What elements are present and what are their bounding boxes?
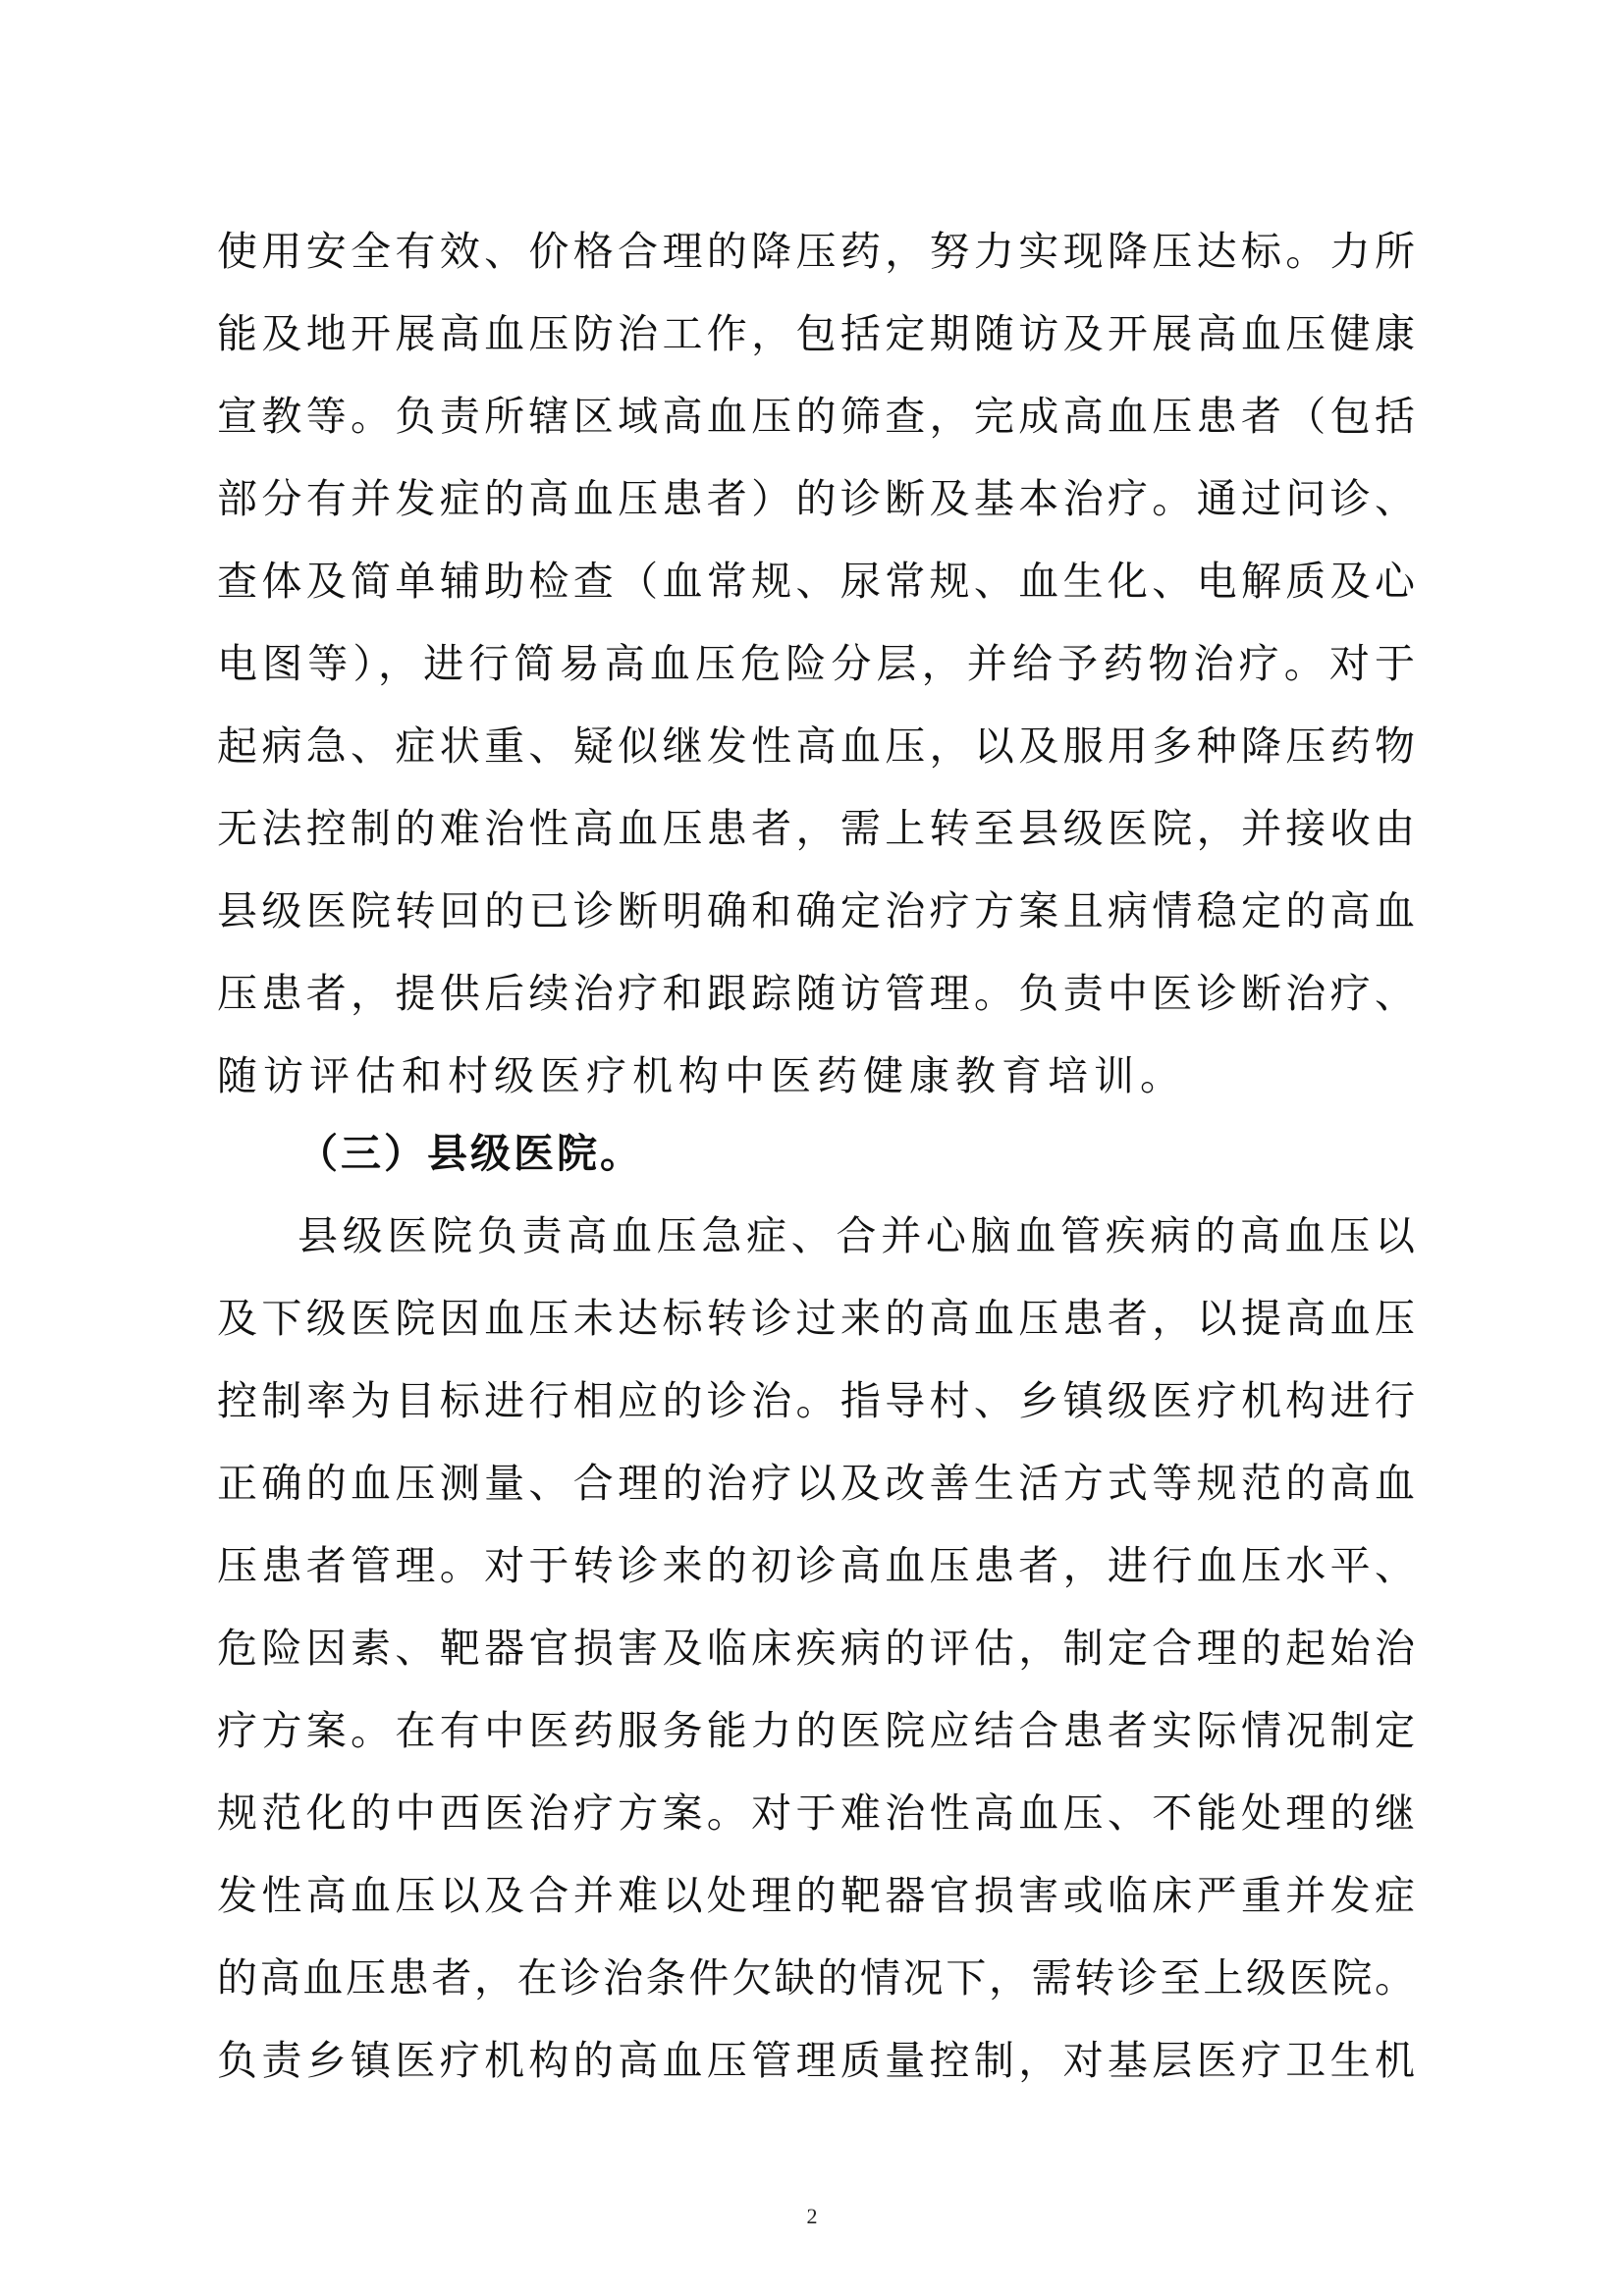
body-text-line: 及下级医院因血压未达标转诊过来的高血压患者，以提高血压 [217, 1295, 1415, 1342]
body-text-line: 控制率为目标进行相应的诊治。指导村、乡镇级医疗机构进行 [217, 1377, 1415, 1424]
body-text-line: 部分有并发症的高血压患者）的诊断及基本治疗。通过问诊、 [217, 475, 1415, 522]
body-text-line: 危险因素、靶器官损害及临床疾病的评估，制定合理的起始治 [217, 1625, 1415, 1672]
body-text-line: 规范化的中西医治疗方案。对于难治性高血压、不能处理的继 [217, 1789, 1415, 1837]
body-text-line: 宣教等。负责所辖区域高血压的筛查，完成高血压患者（包括 [217, 393, 1415, 440]
body-text-line: 起病急、症状重、疑似继发性高血压，以及服用多种降压药物 [217, 722, 1415, 770]
body-text-line: 随访评估和村级医疗机构中医药健康教育培训。 [217, 1052, 1186, 1099]
body-text-line: 查体及简单辅助检查（血常规、尿常规、血生化、电解质及心 [217, 558, 1415, 605]
body-text-line: 县级医院转回的已诊断明确和确定治疗方案且病情稳定的高血 [217, 887, 1415, 934]
body-text-line: 无法控制的难治性高血压患者，需上转至县级医院，并接收由 [217, 805, 1415, 852]
body-text-line: 电图等），进行简易高血压危险分层，并给予药物治疗。对于 [217, 640, 1415, 687]
body-text-line: 的高血压患者，在诊治条件欠缺的情况下，需转诊至上级医院。 [217, 1954, 1415, 2002]
body-text-line: 能及地开展高血压防治工作，包括定期随访及开展高血压健康 [217, 310, 1415, 357]
section-heading: （三）县级医院。 [298, 1130, 643, 1177]
body-text-line: 疗方案。在有中医药服务能力的医院应结合患者实际情况制定 [217, 1707, 1415, 1754]
body-text-line: 压患者管理。对于转诊来的初诊高血压患者，进行血压水平、 [217, 1542, 1415, 1589]
body-text-line: 县级医院负责高血压急症、合并心脑血管疾病的高血压以 [298, 1212, 1415, 1259]
body-text-line: 负责乡镇医疗机构的高血压管理质量控制，对基层医疗卫生机 [217, 2037, 1415, 2084]
body-text-line: 发性高血压以及合并难以处理的靶器官损害或临床严重并发症 [217, 1872, 1415, 1919]
page-number: 2 [806, 2204, 818, 2228]
body-text-line: 正确的血压测量、合理的治疗以及改善生活方式等规范的高血 [217, 1460, 1415, 1507]
body-text-line: 压患者，提供后续治疗和跟踪随访管理。负责中医诊断治疗、 [217, 970, 1415, 1017]
body-text-line: 使用安全有效、价格合理的降压药，努力实现降压达标。力所 [217, 228, 1415, 275]
